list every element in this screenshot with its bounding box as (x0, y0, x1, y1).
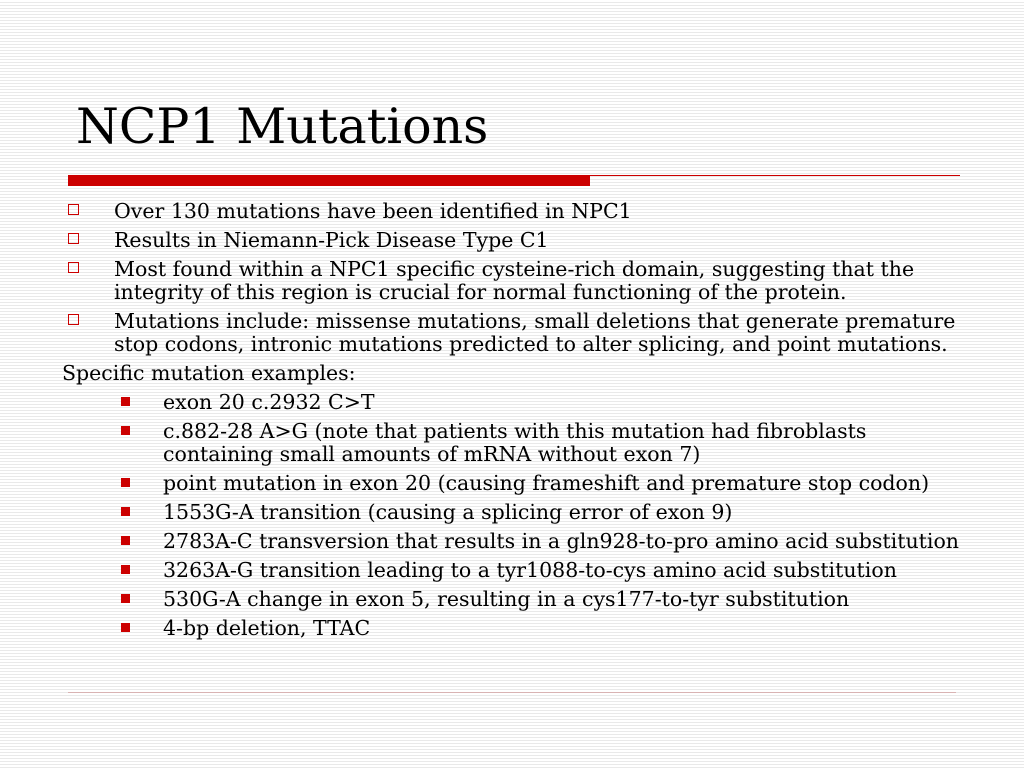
footer-divider (68, 692, 956, 693)
filled-square-bullet-icon (121, 478, 130, 487)
sub-bullet-text: 3263A-G transition leading to a tyr1088-to-cys amino acid substitution (163, 558, 897, 582)
slide-title: NCP1 Mutations (76, 98, 489, 155)
filled-square-bullet-icon (121, 594, 130, 603)
bullet-text: Results in Niemann-Pick Disease Type C1 (114, 228, 549, 252)
sub-bullet-item (62, 530, 962, 553)
filled-square-bullet-icon (121, 426, 130, 435)
bullet-text: Over 130 mutations have been identified in NPC1 (114, 199, 632, 223)
sub-bullet-item (62, 472, 962, 495)
title-underline-thick (68, 176, 590, 186)
filled-square-bullet-icon (121, 536, 130, 545)
sub-bullet-item (62, 501, 962, 524)
sub-bullet-item (62, 617, 962, 640)
bullet-text: Mutations include: missense mutations, small deletions that generate premature stop codons, intronic mutations predicted to alter splicing, and point mutations. (114, 309, 956, 356)
sub-bullet-text: 2783A-C transversion that results in a gln928-to-pro amino acid substitution (163, 529, 959, 553)
sub-bullet-text: c.882-28 A>G (note that patients with this mutation had fibroblasts containing small amounts of mRNA without exon 7) (163, 419, 867, 466)
sub-bullet-text: 1553G-A transition (causing a splicing error of exon 9) (163, 500, 733, 524)
sub-bullet-text: exon 20 c.2932 C>T (163, 390, 375, 414)
hollow-square-bullet-icon (68, 314, 79, 325)
filled-square-bullet-icon (121, 397, 130, 406)
bullet-item (62, 310, 962, 356)
sub-bullet-text: 4-bp deletion, TTAC (163, 616, 371, 640)
sub-bullet-item (62, 420, 962, 466)
bullet-item (62, 200, 962, 223)
filled-square-bullet-icon (121, 507, 130, 516)
bullet-text: Most found within a NPC1 specific cysteine-rich domain, suggesting that the integrity of this region is crucial for normal functioning of the protein. (114, 257, 915, 304)
filled-square-bullet-icon (121, 623, 130, 632)
sub-bullet-item (62, 588, 962, 611)
filled-square-bullet-icon (121, 565, 130, 574)
sub-bullet-text: 530G-A change in exon 5, resulting in a cys177-to-tyr substitution (163, 587, 850, 611)
hollow-square-bullet-icon (68, 262, 79, 273)
sub-bullet-item (62, 391, 962, 414)
examples-heading: Specific mutation examples: (62, 361, 356, 385)
sub-bullet-item (62, 559, 962, 582)
hollow-square-bullet-icon (68, 233, 79, 244)
bullet-item (62, 229, 962, 252)
sub-bullet-text: point mutation in exon 20 (causing frameshift and premature stop codon) (163, 471, 930, 495)
bullet-item (62, 258, 962, 304)
slide-body (62, 200, 962, 646)
hollow-square-bullet-icon (68, 204, 79, 215)
